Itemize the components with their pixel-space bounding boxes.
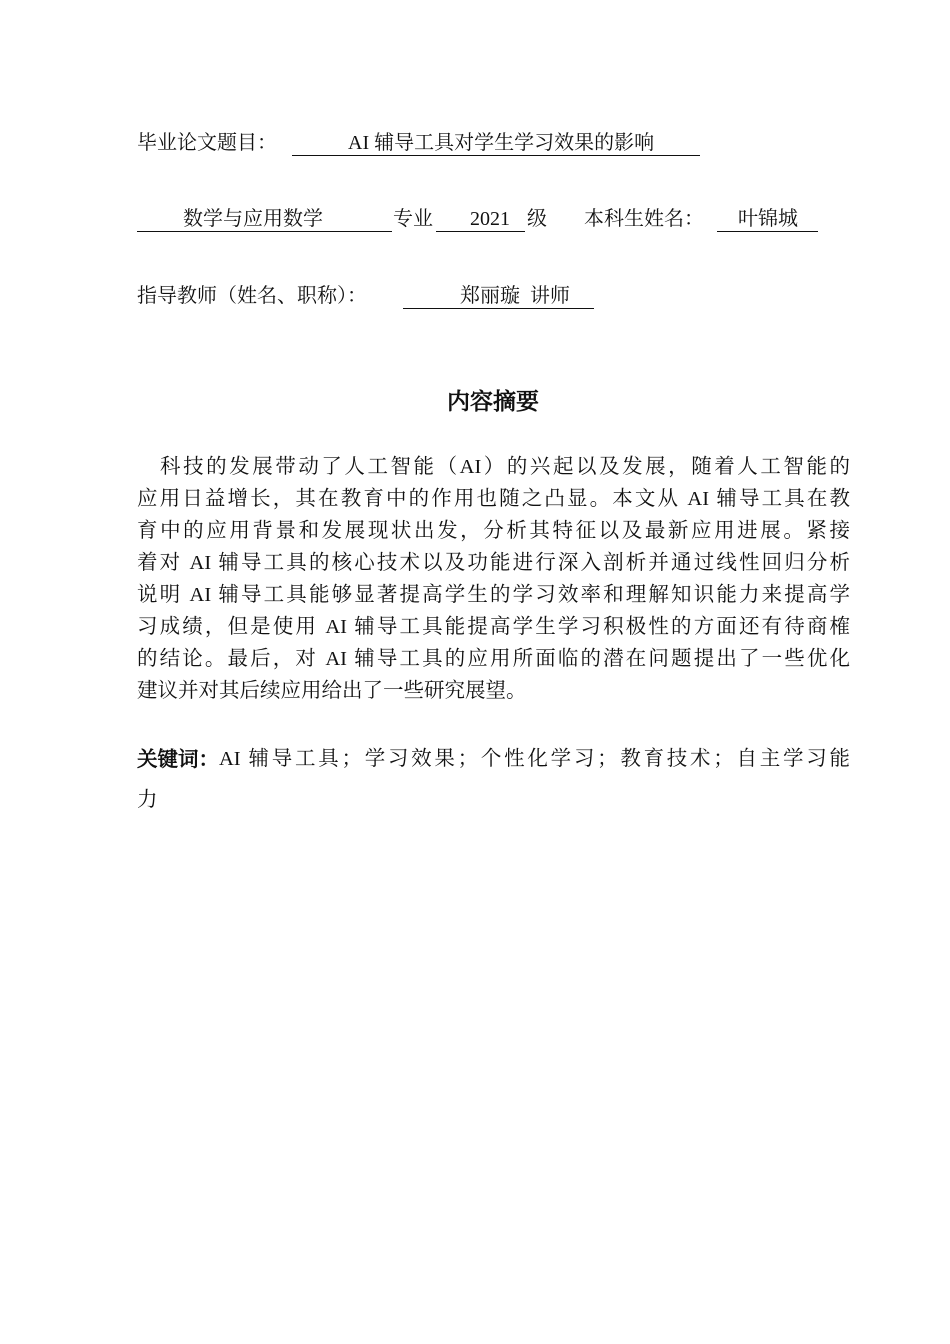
grade-field <box>436 207 525 232</box>
major-value: 数学与应用数学 <box>183 208 323 230</box>
abstract-line: 习成绩，但是使用 AI 辅导工具能提高学生学习积极性的方面还有待商榷 <box>137 616 850 638</box>
major-label: 专业 <box>393 208 433 230</box>
student-name-label: 本科生姓名： <box>584 208 704 230</box>
abstract-line: 育中的应用背景和发展现状出发，分析其特征以及最新应用进展。紧接 <box>137 520 850 542</box>
student-name-field <box>717 207 818 232</box>
grade-label: 级 <box>527 208 547 230</box>
keywords-line-2: 力 <box>137 789 158 811</box>
advisor-field <box>403 284 594 309</box>
advisor-label: 指导教师（姓名、职称）： <box>137 285 367 307</box>
abstract-line: 建议并对其后续应用给出了一些研究展望。 <box>137 680 527 702</box>
abstract-heading: 内容摘要 <box>447 389 539 415</box>
abstract-line: 的结论。最后，对 AI 辅导工具的应用所面临的潜在问题提出了一些优化 <box>137 648 850 670</box>
abstract-line: 应用日益增长，其在教育中的作用也随之凸显。本文从 AI 辅导工具在教 <box>137 488 850 510</box>
abstract-line: 科技的发展带动了人工智能（AI）的兴起以及发展，随着人工智能的 <box>137 456 850 478</box>
abstract-line: 着对 AI 辅导工具的核心技术以及功能进行深入剖析并通过线性回归分析 <box>137 552 850 574</box>
thesis-title-field <box>292 131 700 156</box>
abstract-line: 说明 AI 辅导工具能够显著提高学生的学习效率和理解知识能力来提高学 <box>137 584 850 606</box>
keywords-text: AI 辅导工具；学习效果；个性化学习；教育技术；自主学习能 <box>219 748 850 770</box>
grade-value: 2021 <box>470 208 510 230</box>
major-field <box>137 207 392 232</box>
keywords-label: 关键词： <box>137 747 219 771</box>
student-name-value: 叶锦城 <box>738 208 798 230</box>
advisor-value: 郑丽璇 讲师 <box>460 285 570 307</box>
keywords-line <box>137 746 850 772</box>
thesis-title-value: AI 辅导工具对学生学习效果的影响 <box>348 132 655 154</box>
thesis-title-label: 毕业论文题目： <box>137 132 277 154</box>
